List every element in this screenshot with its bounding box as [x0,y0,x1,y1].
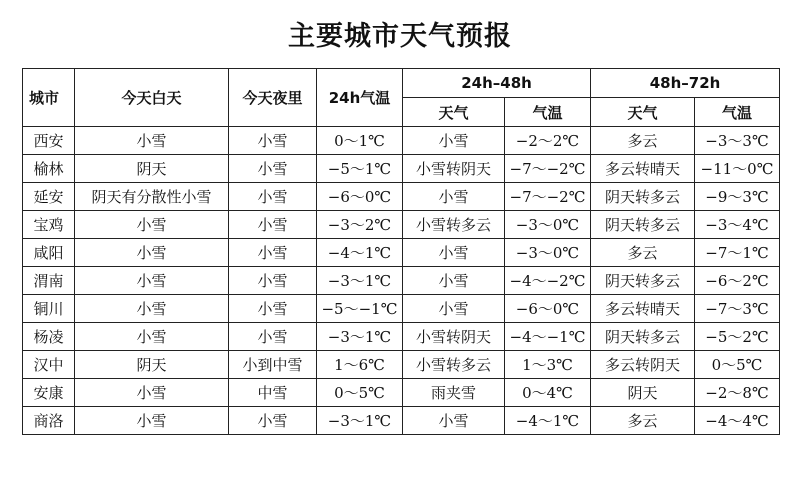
weather-48h-cell: 小雪转多云 [403,211,505,239]
city-cell: 榆林 [23,155,75,183]
city-cell: 汉中 [23,351,75,379]
temp-48h-cell: −4～−1℃ [505,323,591,351]
today-day-cell: 小雪 [75,239,229,267]
header-temp-72h: 气温 [695,98,780,127]
forecast-table [22,68,780,435]
table-row [23,211,780,239]
table-row [23,351,780,379]
weather-48h-cell: 小雪 [403,407,505,435]
header-temp-48h: 气温 [505,98,591,127]
weather-72h-cell: 阴天 [591,379,695,407]
weather-72h-cell: 多云 [591,127,695,155]
temp-48h-cell: 1～3℃ [505,351,591,379]
table-row [23,407,780,435]
today-night-cell: 小雪 [229,211,317,239]
temp-24h-cell: −3～2℃ [317,211,403,239]
table-row [23,127,780,155]
temp-24h-cell: −5～1℃ [317,155,403,183]
temp-24h-cell: −6～0℃ [317,183,403,211]
table-row [23,155,780,183]
header-weather-48h: 天气 [403,98,505,127]
weather-48h-cell: 小雪转多云 [403,351,505,379]
table-row [23,239,780,267]
temp-72h-cell: 0～5℃ [695,351,780,379]
temp-72h-cell: −7～1℃ [695,239,780,267]
page-title: 主要城市天气预报 [288,21,512,52]
city-cell: 西安 [23,127,75,155]
weather-48h-cell: 小雪 [403,183,505,211]
temp-48h-cell: −4～−2℃ [505,267,591,295]
today-night-cell: 小雪 [229,323,317,351]
temp-72h-cell: −6～2℃ [695,267,780,295]
today-day-cell: 小雪 [75,295,229,323]
weather-48h-cell: 小雪 [403,267,505,295]
weather-48h-cell: 小雪 [403,239,505,267]
today-day-cell: 小雪 [75,323,229,351]
today-night-cell: 小雪 [229,239,317,267]
temp-48h-cell: −4～1℃ [505,407,591,435]
header-weather-72h: 天气 [591,98,695,127]
today-day-cell: 阴天有分散性小雪 [75,183,229,211]
temp-24h-cell: −4～1℃ [317,239,403,267]
today-day-cell: 小雪 [75,127,229,155]
today-night-cell: 小雪 [229,127,317,155]
weather-48h-cell: 小雪转阴天 [403,323,505,351]
weather-72h-cell: 阴天转多云 [591,323,695,351]
header-48h-72h: 48h–72h [591,69,780,98]
city-cell: 延安 [23,183,75,211]
today-night-cell: 小雪 [229,295,317,323]
temp-48h-cell: −7～−2℃ [505,183,591,211]
weather-72h-cell: 多云转晴天 [591,295,695,323]
city-cell: 宝鸡 [23,211,75,239]
temp-24h-cell: 1～6℃ [317,351,403,379]
temp-72h-cell: −4～4℃ [695,407,780,435]
header-today-night: 今天夜里 [229,69,317,127]
today-night-cell: 小雪 [229,407,317,435]
table-row [23,183,780,211]
city-cell: 安康 [23,379,75,407]
today-day-cell: 小雪 [75,379,229,407]
table-row [23,379,780,407]
temp-72h-cell: −11～0℃ [695,155,780,183]
city-cell: 铜川 [23,295,75,323]
temp-72h-cell: −5～2℃ [695,323,780,351]
weather-72h-cell: 阴天转多云 [591,267,695,295]
weather-48h-cell: 小雪 [403,295,505,323]
weather-72h-cell: 阴天转多云 [591,211,695,239]
temp-72h-cell: −7～3℃ [695,295,780,323]
city-cell: 杨凌 [23,323,75,351]
today-day-cell: 小雪 [75,267,229,295]
temp-24h-cell: −5～−1℃ [317,295,403,323]
temp-24h-cell: 0～1℃ [317,127,403,155]
header-city: 城市 [23,69,75,127]
temp-24h-cell: −3～1℃ [317,267,403,295]
temp-48h-cell: −3～0℃ [505,211,591,239]
city-cell: 渭南 [23,267,75,295]
temp-72h-cell: −2～8℃ [695,379,780,407]
weather-48h-cell: 雨夹雪 [403,379,505,407]
temp-72h-cell: −9～3℃ [695,183,780,211]
today-day-cell: 阴天 [75,351,229,379]
temp-24h-cell: −3～1℃ [317,323,403,351]
weather-72h-cell: 多云转阴天 [591,351,695,379]
table-row [23,267,780,295]
temp-48h-cell: −2～2℃ [505,127,591,155]
today-night-cell: 小雪 [229,155,317,183]
today-day-cell: 阴天 [75,155,229,183]
today-night-cell: 小雪 [229,267,317,295]
header-temp-24h: 24h气温 [317,69,403,127]
temp-72h-cell: −3～3℃ [695,127,780,155]
weather-72h-cell: 多云 [591,239,695,267]
header-24h-48h: 24h–48h [403,69,591,98]
temp-72h-cell: −3～4℃ [695,211,780,239]
weather-72h-cell: 多云 [591,407,695,435]
today-night-cell: 小雪 [229,183,317,211]
temp-24h-cell: 0～5℃ [317,379,403,407]
table-row [23,295,780,323]
today-day-cell: 小雪 [75,407,229,435]
today-night-cell: 中雪 [229,379,317,407]
weather-48h-cell: 小雪 [403,127,505,155]
weather-48h-cell: 小雪转阴天 [403,155,505,183]
city-cell: 咸阳 [23,239,75,267]
header-today-day: 今天白天 [75,69,229,127]
temp-48h-cell: −3～0℃ [505,239,591,267]
city-cell: 商洛 [23,407,75,435]
temp-48h-cell: −7～−2℃ [505,155,591,183]
weather-72h-cell: 多云转晴天 [591,155,695,183]
temp-48h-cell: 0～4℃ [505,379,591,407]
temp-24h-cell: −3～1℃ [317,407,403,435]
today-night-cell: 小到中雪 [229,351,317,379]
today-day-cell: 小雪 [75,211,229,239]
weather-72h-cell: 阴天转多云 [591,183,695,211]
table-row [23,323,780,351]
temp-48h-cell: −6～0℃ [505,295,591,323]
